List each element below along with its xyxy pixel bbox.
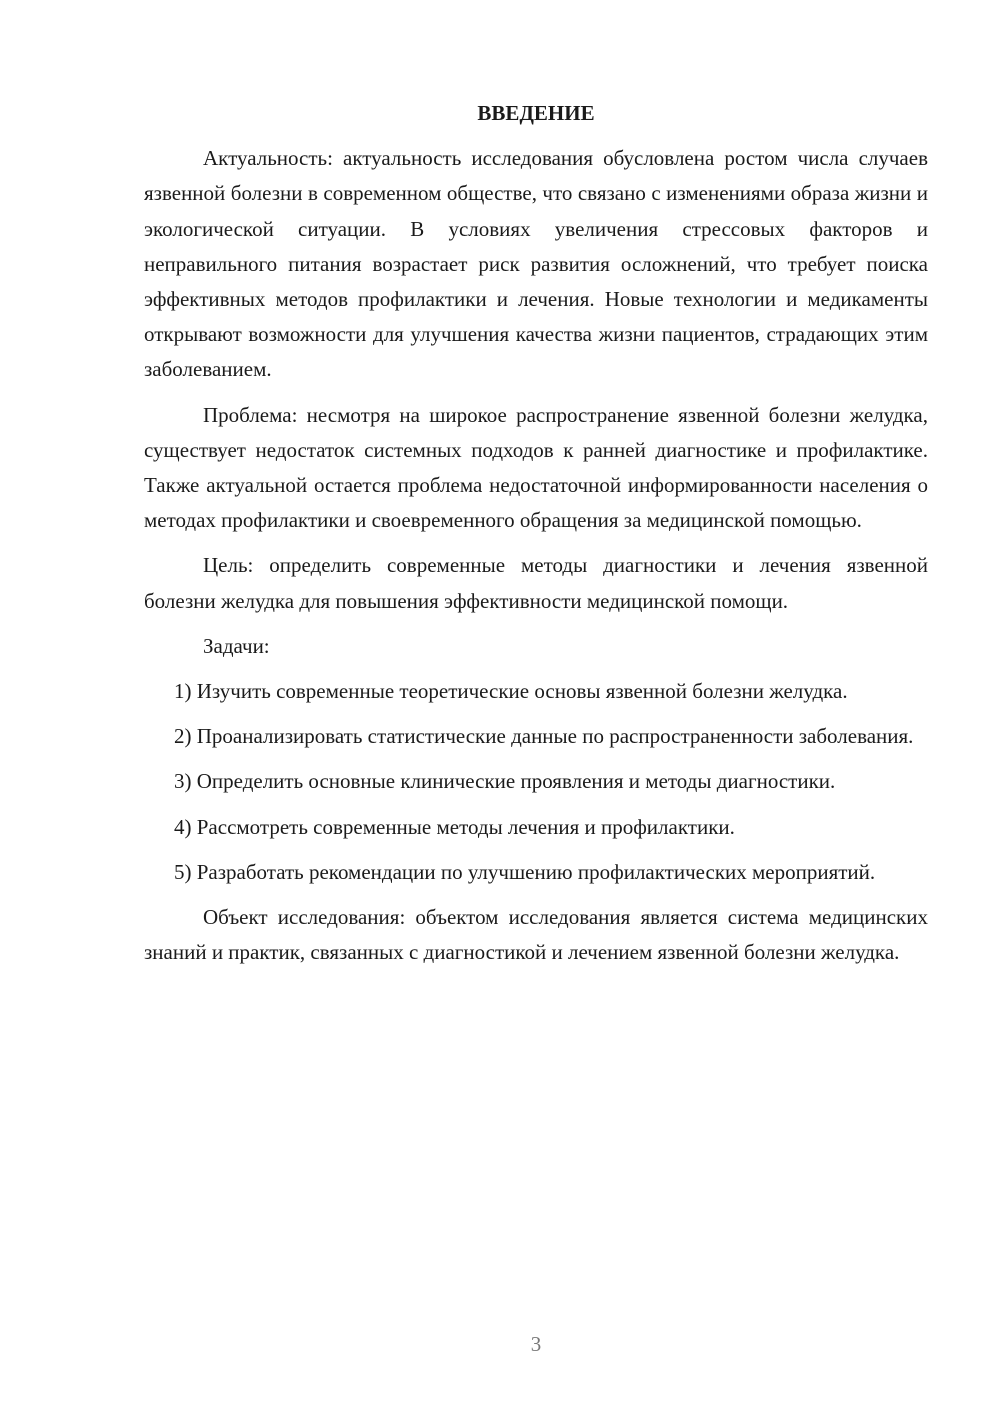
task-item-3: 3) Определить основные клинические проявления и методы диагностики.	[174, 769, 836, 794]
object-paragraph: Объект исследования: объектом исследования является система медицинских знаний и практик, связанных с диагностикой и лечением язвенной болезни желудка.	[144, 905, 928, 965]
section-heading: ВВЕДЕНИЕ	[477, 101, 595, 125]
task-item-1: 1) Изучить современные теоретические основы язвенной болезни желудка.	[174, 679, 848, 704]
task-item-2: 2) Проанализировать статистические данные по распространенности заболевания.	[174, 724, 914, 749]
task-item-4: 4) Рассмотреть современные методы лечения и профилактики.	[174, 814, 735, 839]
task-item-5: 5) Разработать рекомендации по улучшению профилактических мероприятий.	[174, 859, 876, 884]
goal-paragraph: Цель: определить современные методы диагностики и лечения язвенной болезни желудка для повышения эффективности медицинской помощи.	[144, 553, 928, 613]
relevance-paragraph: Актуальность: актуальность исследования обусловлена ростом числа случаев язвенной болезни в современном обществе, что связано с изменениями образа жизни и экологической ситуации. В условиях увеличения стрессовых факторов и неправильного питания возрастает риск развития осложнений, что требует поиска эффективных методов профилактики и лечения. Новые технологии и медикаменты открывают возможности для улучшения качества жизни пациентов, страдающих этим заболеванием.	[144, 146, 928, 382]
problem-paragraph: Проблема: несмотря на широкое распространение язвенной болезни желудка, существует недостаток системных подходов к ранней диагностике и профилактике. Также актуальной остается проблема недостаточной информированности населения о методах профилактики и своевременного обращения за медицинской помощью.	[144, 402, 928, 533]
page-content	[144, 96, 928, 980]
page-number: 3	[530, 1332, 542, 1356]
tasks-label: Задачи:	[203, 633, 270, 658]
